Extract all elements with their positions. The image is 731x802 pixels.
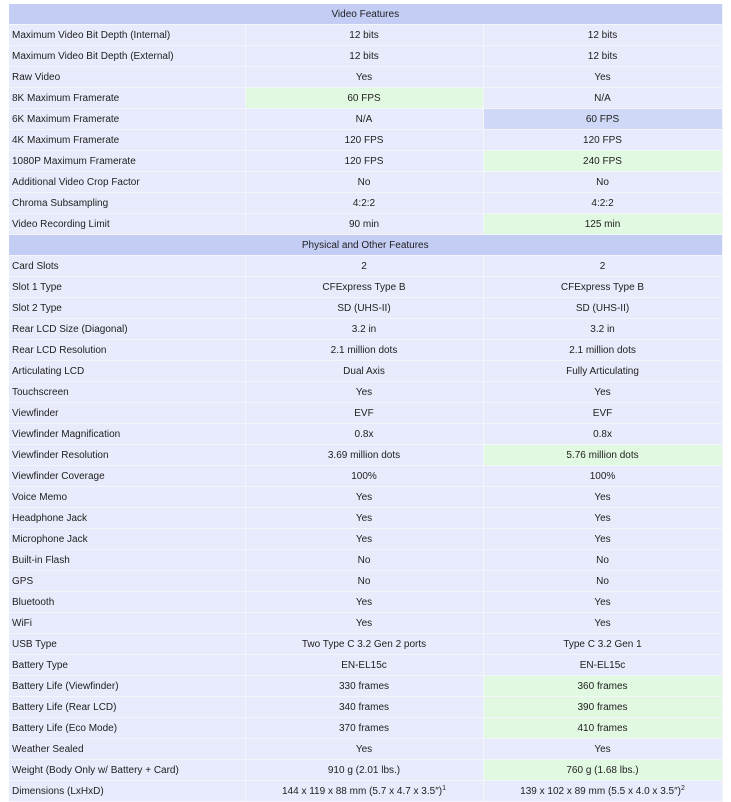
cell-text: No — [596, 176, 609, 188]
camera-a-value — [245, 508, 483, 529]
row-label: Battery Life (Viewfinder) — [9, 676, 245, 697]
camera-b-value — [483, 697, 722, 718]
table-row — [9, 487, 722, 508]
row-label: Additional Video Crop Factor — [9, 172, 245, 193]
cell-text: 2 — [599, 260, 606, 272]
cell-text: 340 frames — [338, 701, 390, 713]
section-title: Physical and Other Features — [9, 235, 722, 256]
camera-b-value — [483, 256, 722, 277]
table-row — [9, 655, 722, 676]
row-label: Built-in Flash — [9, 550, 245, 571]
table-row — [9, 466, 722, 487]
table-row — [9, 193, 722, 214]
row-label: Slot 1 Type — [9, 277, 245, 298]
table-row — [9, 508, 722, 529]
camera-a-value — [245, 571, 483, 592]
cell-text: Yes — [594, 596, 611, 608]
cell-text: 0.8x — [354, 428, 374, 440]
row-label: 1080P Maximum Framerate — [9, 151, 245, 172]
cell-text: 0.8x — [593, 428, 612, 440]
cell-text: Yes — [355, 596, 373, 608]
section-header-video-features — [9, 4, 722, 25]
camera-a-value — [245, 340, 483, 361]
table-row — [9, 676, 722, 697]
camera-b-value — [483, 298, 722, 319]
cell-text: 370 frames — [338, 722, 390, 734]
cell-text: Yes — [594, 512, 611, 524]
camera-b-value — [483, 340, 722, 361]
row-label: Chroma Subsampling — [9, 193, 245, 214]
camera-b-value — [483, 466, 722, 487]
camera-a-value — [245, 592, 483, 613]
camera-a-value — [245, 361, 483, 382]
table-row — [9, 424, 722, 445]
footnote-marker[interactable]: 1 — [442, 784, 446, 792]
cell-text: 2.1 million dots — [330, 344, 398, 356]
camera-a-value — [245, 25, 483, 46]
cell-text: 760 g (1.68 lbs.) — [566, 764, 639, 776]
camera-a-value — [245, 634, 483, 655]
camera-a-value — [245, 88, 483, 109]
cell-text: No — [357, 176, 371, 188]
table-row — [9, 214, 722, 235]
camera-a-value — [245, 781, 483, 802]
camera-b-value — [483, 151, 722, 172]
table-row — [9, 550, 722, 571]
row-label: USB Type — [9, 634, 245, 655]
camera-a-value — [245, 46, 483, 67]
cell-text: No — [357, 554, 371, 566]
camera-b-value — [483, 109, 722, 130]
table-row — [9, 130, 722, 151]
cell-text: No — [357, 575, 371, 587]
row-label: Dimensions (LxHxD) — [9, 781, 245, 802]
row-label: Rear LCD Size (Diagonal) — [9, 319, 245, 340]
table-row — [9, 697, 722, 718]
cell-text: 100% — [351, 470, 377, 482]
cell-text: EVF — [592, 407, 613, 419]
cell-text: 120 FPS — [344, 134, 384, 146]
cell-text: 12 bits — [349, 29, 379, 41]
camera-b-value — [483, 130, 722, 151]
cell-text: No — [596, 554, 609, 566]
cell-text: Two Type C 3.2 Gen 2 ports — [301, 638, 427, 650]
row-label: Microphone Jack — [9, 529, 245, 550]
cell-text: N/A — [355, 113, 373, 125]
camera-a-value — [245, 445, 483, 466]
table-row — [9, 634, 722, 655]
cell-text: 2.1 million dots — [569, 344, 636, 356]
row-label: Articulating LCD — [9, 361, 245, 382]
cell-text: 360 frames — [577, 680, 628, 692]
cell-text: EN-EL15c — [579, 659, 626, 671]
cell-text: Yes — [355, 71, 373, 83]
camera-b-value — [483, 319, 722, 340]
camera-b-value — [483, 403, 722, 424]
camera-a-value — [245, 277, 483, 298]
row-label: Raw Video — [9, 67, 245, 88]
camera-b-value — [483, 571, 722, 592]
cell-text: 5.76 million dots — [566, 449, 639, 461]
table-row — [9, 781, 722, 802]
cell-text: 120 FPS — [344, 155, 384, 167]
row-label: GPS — [9, 571, 245, 592]
camera-b-value — [483, 613, 722, 634]
camera-a-value — [245, 550, 483, 571]
camera-a-value — [245, 151, 483, 172]
cell-text: Yes — [355, 743, 373, 755]
camera-b-value — [483, 781, 722, 802]
camera-a-value — [245, 760, 483, 781]
row-label: Battery Life (Rear LCD) — [9, 697, 245, 718]
cell-text: Yes — [594, 386, 611, 398]
row-label: Rear LCD Resolution — [9, 340, 245, 361]
row-label: Viewfinder — [9, 403, 245, 424]
row-label: Headphone Jack — [9, 508, 245, 529]
table-row — [9, 739, 722, 760]
table-row — [9, 529, 722, 550]
camera-b-value — [483, 655, 722, 676]
row-label: Bluetooth — [9, 592, 245, 613]
cell-text: 12 bits — [587, 50, 618, 62]
row-label: WiFi — [9, 613, 245, 634]
table-row — [9, 256, 722, 277]
table-row — [9, 613, 722, 634]
camera-a-value — [245, 256, 483, 277]
spec-comparison-table — [9, 4, 723, 802]
table-row — [9, 25, 722, 46]
row-label: Battery Life (Eco Mode) — [9, 718, 245, 739]
row-label: Viewfinder Magnification — [9, 424, 245, 445]
camera-b-value — [483, 424, 722, 445]
cell-text: 12 bits — [587, 29, 618, 41]
row-label: Viewfinder Coverage — [9, 466, 245, 487]
cell-text: 3.2 in — [590, 323, 615, 335]
camera-b-value — [483, 760, 722, 781]
camera-b-value — [483, 445, 722, 466]
camera-b-value — [483, 25, 722, 46]
cell-text: No — [596, 575, 609, 587]
cell-text: SD (UHS-II) — [575, 302, 630, 314]
cell-text: Yes — [594, 743, 611, 755]
cell-text: 100% — [589, 470, 616, 482]
camera-b-value — [483, 676, 722, 697]
cell-text: CFExpress Type B — [322, 281, 406, 293]
camera-a-value — [245, 67, 483, 88]
camera-a-value — [245, 466, 483, 487]
spec-table-body — [9, 4, 722, 802]
cell-text: 3.69 million dots — [327, 449, 401, 461]
camera-b-value — [483, 508, 722, 529]
cell-text: 3.2 in — [351, 323, 377, 335]
camera-b-value — [483, 550, 722, 571]
camera-b-value — [483, 718, 722, 739]
cell-text: 139 x 102 x 89 mm (5.5 x 4.0 x 3.5″) — [520, 785, 681, 797]
cell-text: 125 min — [584, 218, 621, 230]
camera-a-value — [245, 319, 483, 340]
row-label: Viewfinder Resolution — [9, 445, 245, 466]
row-label: Maximum Video Bit Depth (Internal) — [9, 25, 245, 46]
table-row — [9, 403, 722, 424]
footnote-marker[interactable]: 2 — [680, 784, 685, 792]
table-row — [9, 46, 722, 67]
cell-text: Yes — [355, 617, 373, 629]
cell-text: EN-EL15c — [341, 659, 387, 671]
cell-text: 120 FPS — [583, 134, 622, 146]
table-row — [9, 151, 722, 172]
section-header-physical-and-other-features — [9, 235, 722, 256]
camera-a-value — [245, 109, 483, 130]
camera-a-value — [245, 655, 483, 676]
table-row — [9, 445, 722, 466]
cell-text: Type C 3.2 Gen 1 — [563, 638, 642, 650]
cell-text: Yes — [355, 386, 373, 398]
row-label: Maximum Video Bit Depth (External) — [9, 46, 245, 67]
row-label: Voice Memo — [9, 487, 245, 508]
cell-text: 240 FPS — [583, 155, 622, 167]
table-row — [9, 592, 722, 613]
camera-a-value — [245, 382, 483, 403]
camera-b-value — [483, 46, 722, 67]
table-row — [9, 277, 722, 298]
row-label: Slot 2 Type — [9, 298, 245, 319]
camera-b-value — [483, 88, 722, 109]
row-label: 4K Maximum Framerate — [9, 130, 245, 151]
camera-b-value — [483, 592, 722, 613]
cell-text: Yes — [355, 533, 373, 545]
row-label: 8K Maximum Framerate — [9, 88, 245, 109]
table-row — [9, 298, 722, 319]
cell-text: SD (UHS-II) — [337, 302, 391, 314]
section-title: Video Features — [9, 4, 722, 25]
cell-text: Yes — [355, 512, 373, 524]
camera-a-value — [245, 529, 483, 550]
camera-b-value — [483, 739, 722, 760]
cell-text: 144 x 119 x 88 mm (5.7 x 4.7 x 3.5″) — [281, 785, 443, 797]
cell-text: 330 frames — [338, 680, 390, 692]
camera-b-value — [483, 529, 722, 550]
row-label: Touchscreen — [9, 382, 245, 403]
cell-text: 2 — [361, 260, 367, 272]
camera-b-value — [483, 361, 722, 382]
table-row — [9, 382, 722, 403]
row-label: Weather Sealed — [9, 739, 245, 760]
table-row — [9, 88, 722, 109]
camera-a-value — [245, 214, 483, 235]
camera-b-value — [483, 172, 722, 193]
row-label: 6K Maximum Framerate — [9, 109, 245, 130]
cell-text: 60 FPS — [347, 92, 381, 104]
cell-text: EVF — [354, 407, 374, 419]
cell-text: Yes — [594, 533, 611, 545]
camera-a-value — [245, 739, 483, 760]
camera-a-value — [245, 718, 483, 739]
camera-b-value — [483, 487, 722, 508]
camera-a-value — [245, 130, 483, 151]
table-row — [9, 109, 722, 130]
cell-text: Yes — [594, 491, 611, 503]
cell-text: 90 min — [348, 218, 379, 230]
table-row — [9, 718, 722, 739]
camera-b-value — [483, 193, 722, 214]
cell-text: Fully Articulating — [566, 365, 639, 377]
cell-text: 410 frames — [577, 722, 628, 734]
cell-text: 4:2:2 — [591, 197, 614, 209]
table-row — [9, 319, 722, 340]
table-row — [9, 67, 722, 88]
table-row — [9, 172, 722, 193]
row-label: Weight (Body Only w/ Battery + Card) — [9, 760, 245, 781]
camera-a-value — [245, 172, 483, 193]
cell-text: 60 FPS — [585, 113, 620, 125]
camera-a-value — [245, 613, 483, 634]
camera-b-value — [483, 67, 722, 88]
camera-b-value — [483, 382, 722, 403]
cell-text: Yes — [594, 617, 611, 629]
cell-text: Yes — [594, 71, 611, 83]
table-row — [9, 340, 722, 361]
camera-a-value — [245, 193, 483, 214]
camera-a-value — [245, 676, 483, 697]
camera-a-value — [245, 403, 483, 424]
row-label: Battery Type — [9, 655, 245, 676]
cell-text: 910 g (2.01 lbs.) — [327, 764, 401, 776]
camera-b-value — [483, 634, 722, 655]
camera-a-value — [245, 487, 483, 508]
cell-text: 4:2:2 — [352, 197, 376, 209]
table-row — [9, 760, 722, 781]
cell-text: Yes — [355, 491, 373, 503]
camera-a-value — [245, 298, 483, 319]
row-label: Video Recording Limit — [9, 214, 245, 235]
cell-text: 12 bits — [349, 50, 379, 62]
camera-a-value — [245, 697, 483, 718]
cell-text: Dual Axis — [343, 365, 385, 377]
cell-text: CFExpress Type B — [560, 281, 645, 293]
camera-b-value — [483, 214, 722, 235]
table-row — [9, 571, 722, 592]
cell-text: N/A — [594, 92, 611, 104]
table-row — [9, 361, 722, 382]
camera-b-value — [483, 277, 722, 298]
camera-a-value — [245, 424, 483, 445]
row-label: Card Slots — [9, 256, 245, 277]
cell-text: 390 frames — [577, 701, 628, 713]
